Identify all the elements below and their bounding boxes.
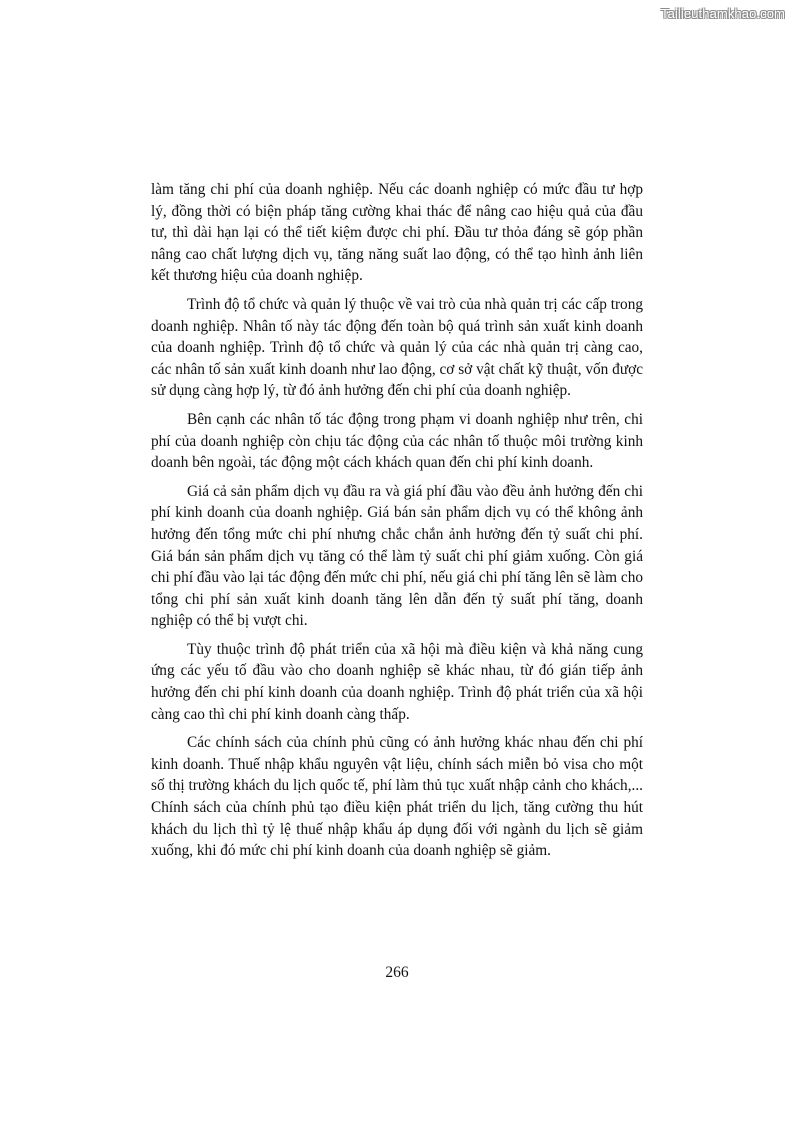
- paragraph-1: làm tăng chi phí của doanh nghiệp. Nếu các doanh nghiệp có mức đầu tư hợp lý, đồng thời có biện pháp tăng cường khai thác để nâng cao hiệu quả của đầu tư, thì dài hạn lại có thể tiết kiệm được chi phí. Đầu tư thỏa đáng sẽ góp phần nâng cao chất lượng dịch vụ, tăng năng suất lao động, có thể tạo hình ảnh liên kết thương hiệu của doanh nghiệp.: [151, 181, 643, 285]
- paragraph-6: Các chính sách của chính phủ cũng có ảnh hưởng khác nhau đến chi phí kinh doanh. Thuế nhập khẩu nguyên vật liệu, chính sách miễn bỏ visa cho một số thị trường khách du lịch quốc tế, phí làm thủ tục xuất nhập cảnh cho khách,... Chính sách của chính phủ tạo điều kiện phát triển du lịch, tăng cường thu hút khách du lịch thì tỷ lệ thuế nhập khẩu áp dụng đối với ngành du lịch sẽ giảm xuống, khi đó mức chi phí kinh doanh của doanh nghiệp sẽ giảm.: [151, 734, 643, 860]
- watermark-text: Tailieuthamkhao.com: [660, 6, 785, 21]
- paragraph-3: Bên cạnh các nhân tố tác động trong phạm vi doanh nghiệp như trên, chi phí của doanh nghiệp còn chịu tác động của các nhân tố thuộc môi trường kinh doanh bên ngoài, tác động một cách khách quan đến chi phí kinh doanh.: [151, 410, 643, 472]
- document-body: [151, 179, 643, 869]
- page-number: 266: [385, 964, 409, 981]
- paragraph-5: Tùy thuộc trình độ phát triển của xã hội mà điều kiện và khả năng cung ứng các yếu tố đầu vào cho doanh nghiệp sẽ khác nhau, từ đó gián tiếp ảnh hưởng đến chi phí kinh doanh của doanh nghiệp. Trình độ phát triển của xã hội càng cao thì chi phí kinh doanh càng thấp.: [151, 640, 643, 723]
- paragraph-2: Trình độ tổ chức và quản lý thuộc về vai trò của nhà quản trị các cấp trong doanh nghiệp. Nhân tố này tác động đến toàn bộ quá trình sản xuất kinh doanh của doanh nghiệp. Trình độ tổ chức và quản lý của các nhà quản trị càng cao, các nhân tố sản xuất kinh doanh như lao động, cơ sở vật chất kỹ thuật, vốn được sử dụng càng hợp lý, từ đó ảnh hưởng đến chi phí của doanh nghiệp.: [151, 295, 643, 400]
- paragraph-4: Giá cả sản phẩm dịch vụ đầu ra và giá phí đầu vào đều ảnh hưởng đến chi phí kinh doanh của doanh nghiệp. Giá bán sản phẩm dịch vụ có thể không ảnh hưởng đến tổng mức chi phí nhưng chắc chắn ảnh hưởng đến tỷ suất chi phí. Giá bán sản phẩm dịch vụ tăng có thể làm tỷ suất chi phí giảm xuống. Còn giá chi phí đầu vào lại tác động đến mức chi phí, nếu giá chi phí tăng lên sẽ làm cho tổng chi phí sản xuất kinh doanh tăng lên dẫn đến tỷ suất phí tăng, doanh nghiệp có thể bị vượt chi.: [151, 482, 643, 630]
